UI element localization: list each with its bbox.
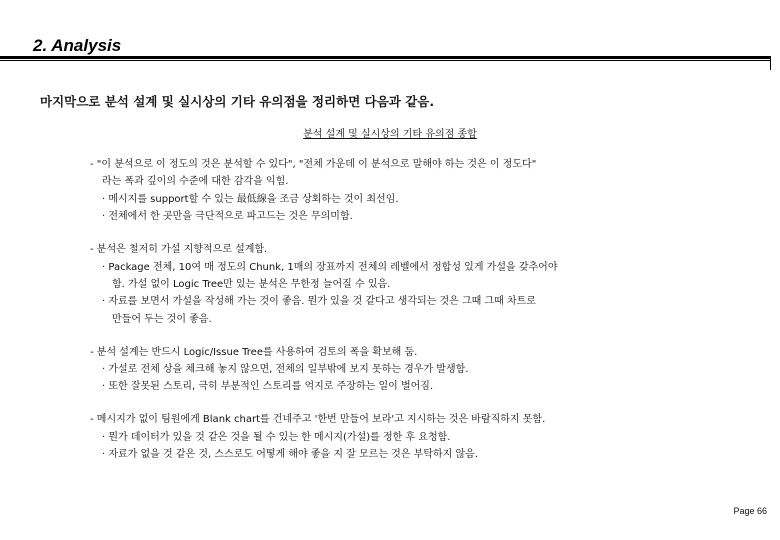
sub-point: · Package 전체, 10여 매 정도의 Chunk, 1매의 장표까지 전체의 레벨에서 정합성 있게 가설을 갖추어야 [102, 261, 558, 273]
sub-point-continuation: 만들어 두는 것이 좋음. [112, 313, 212, 325]
page-number: Page 66 [733, 506, 767, 516]
sub-point: · 자료가 없을 것 같은 것, 스스로도 어떻게 해야 좋을 지 잘 모르는 것은 부탁하지 않음. [102, 449, 478, 461]
sub-point: · 자료를 보면서 가설을 작성해 가는 것이 좋음. 뭔가 있을 것 같다고 생각되는 것은 그때 그때 차트로 [102, 296, 536, 308]
point-heading: - 메시지가 없이 팀원에게 Blank chart를 건네주고 '한번 만들어 보라'고 지시하는 것은 바람직하지 못함. [90, 414, 546, 426]
sub-point: · 뭔가 데이터가 있을 것 같은 것을 될 수 있는 한 메시지(가설)를 정한 후 요청함. [102, 431, 451, 443]
point-group [90, 344, 750, 396]
point-group [90, 156, 750, 226]
point-heading: - "이 분석으로 이 정도의 것은 분석할 수 있다", "전체 가운데 이 분석으로 말해야 하는 것은 이 정도다" [90, 159, 537, 170]
title-rule [0, 56, 770, 61]
sub-point: · 전체에서 한 곳만을 극단적으로 파고드는 것은 무의미함. [102, 211, 353, 223]
body-content [90, 156, 750, 479]
point-continuation: 라는 폭과 깊이의 수준에 대한 감각을 익힘. [102, 176, 289, 188]
section-subtitle: 분석 설계 및 실시상의 기타 유의점 종합 [303, 129, 477, 140]
sub-point: · 또한 잘못된 스토리, 극히 부분적인 스토리를 억지로 주장하는 일이 벌어짐. [102, 381, 434, 393]
page-title: 2. Analysis [33, 36, 122, 55]
margin-marker [770, 56, 777, 70]
point-group [90, 411, 750, 463]
sub-point: · 메시지를 support할 수 있는 最低線을 조금 상회하는 것이 최선임. [102, 193, 399, 205]
point-group [90, 241, 750, 328]
sub-point-continuation: 함. 가설 없이 Logic Tree만 있는 분석은 무한정 늘어질 수 있음. [112, 278, 391, 290]
lead-sentence: 마지막으로 분석 설계 및 실시상의 기타 유의점을 정리하면 다음과 같음. [40, 94, 435, 109]
point-heading: - 분석 설계는 반드시 Logic/Issue Tree를 사용하여 검토의 폭을 확보해 둠. [90, 346, 418, 358]
sub-point: · 가설로 전체 상을 체크해 놓지 않으면, 전체의 일부밖에 보지 못하는 경우가 발생함. [102, 364, 469, 376]
point-heading: - 분석은 철저히 가설 지향적으로 설계함. [90, 244, 268, 256]
